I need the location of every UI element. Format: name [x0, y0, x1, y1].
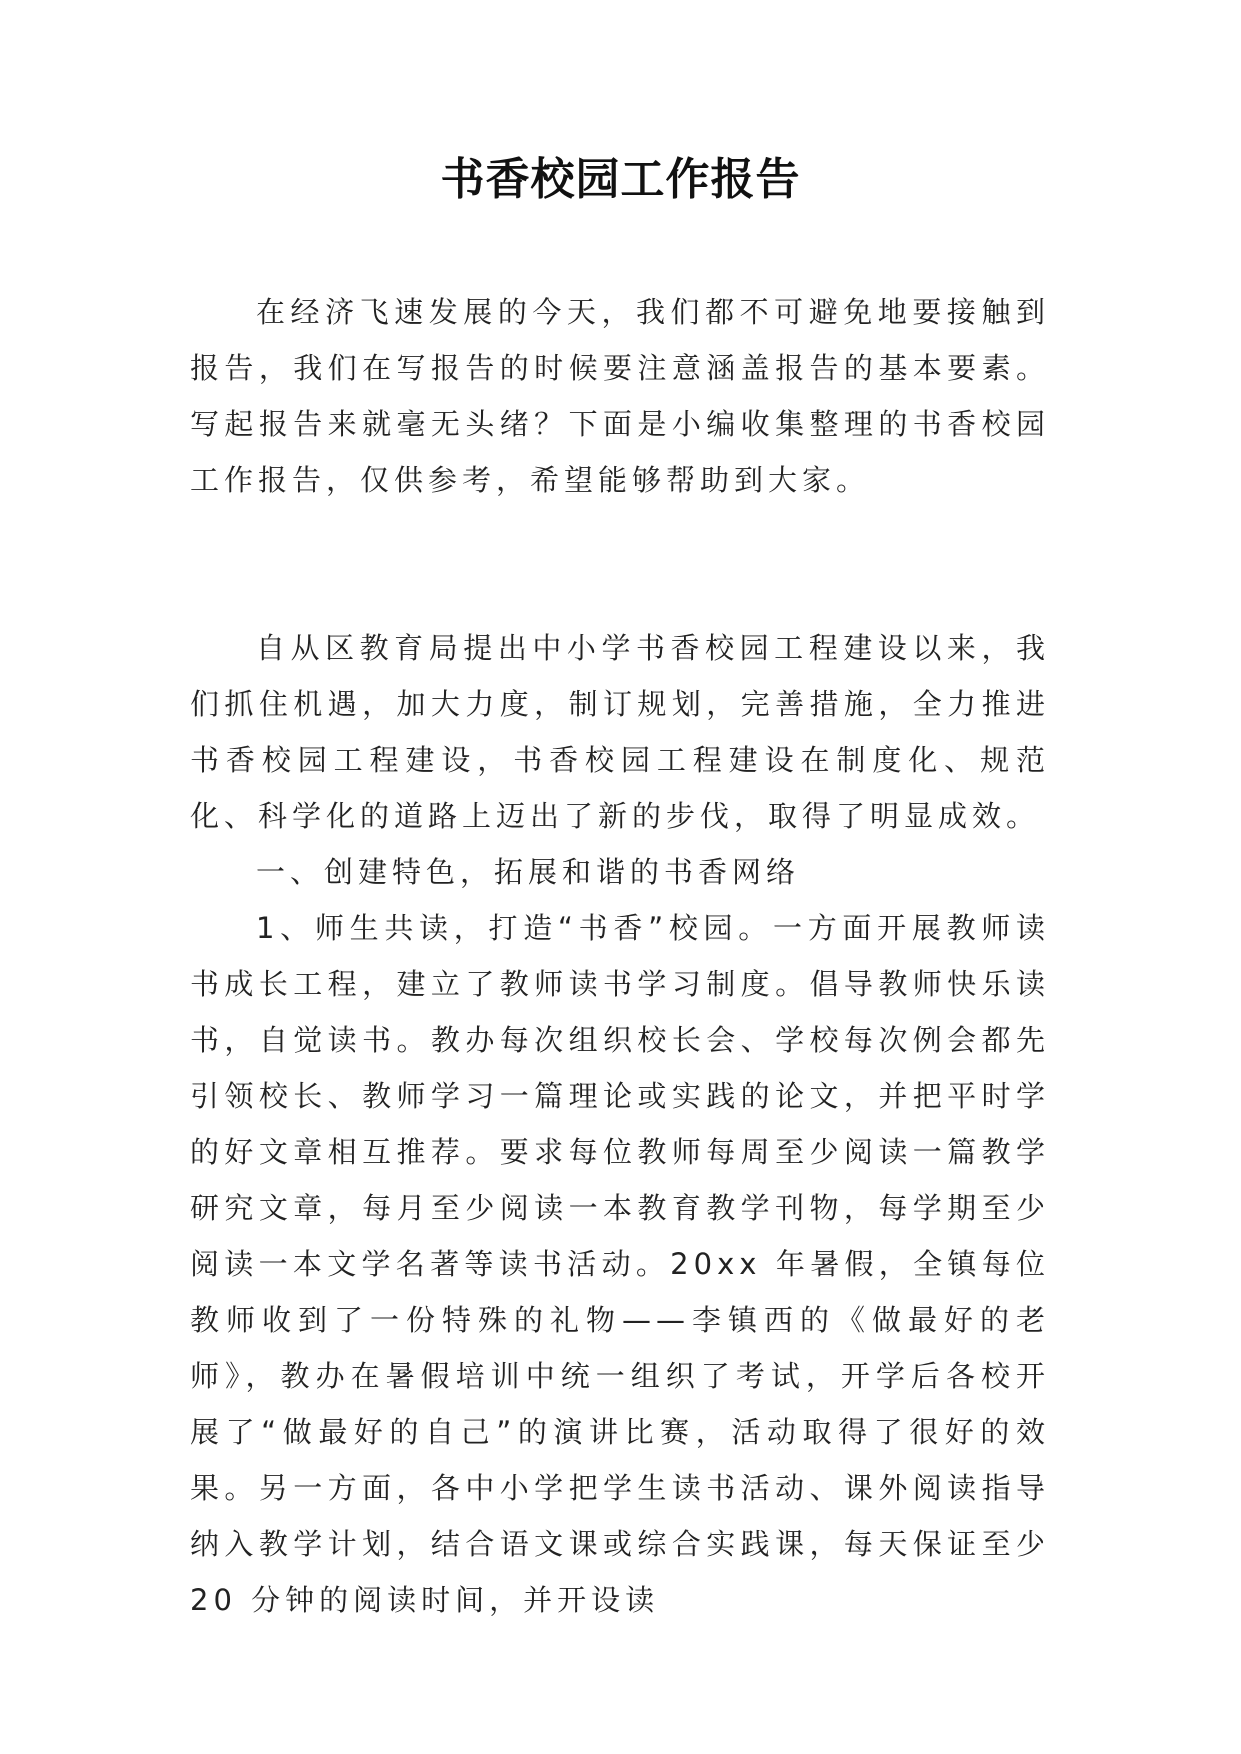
paragraph-gap: [190, 508, 1050, 620]
section-heading: 一、创建特色，拓展和谐的书香网络: [256, 855, 801, 889]
overview-paragraph: 自从区教育局提出中小学书香校园工程建设以来，我们抓住机遇，加大力度，制订规划，完善措施，全力推进书香校园工程建设，书香校园工程建设在制度化、规范化、科学化的道路上迈出了新的步伐，取得了明显成效。: [190, 631, 1050, 833]
section-paragraph: 1、师生共读，打造“书香”校园。一方面开展教师读书成长工程，建立了教师读书学习制度。倡导教师快乐读书，自觉读书。教办每次组织校长会、学校每次例会都先引领校长、教师学习一篇理论或实践的论文，并把平时学的好文章相互推荐。要求每位教师每周至少阅读一篇教学研究文章，每月至少阅读一本教育教学刊物，每学期至少阅读一本文学名著等读书活动。20xx 年暑假，全镇每位教师收到了一份特殊的礼物——李镇西的《做最好的老师》，教办在暑假培训中统一组织了考试，开学后各校开展了“做最好的自己”的演讲比赛，活动取得了很好的效果。另一方面，各中小学把学生读书活动、课外阅读指导纳入教学计划，结合语文课或综合实践课，每天保证至少 20 分钟的阅读时间，并开设读: [190, 911, 1050, 1617]
document-body: [190, 284, 1050, 1628]
document-title: 书香校园工作报告: [440, 154, 801, 205]
intro-paragraph: 在经济飞速发展的今天，我们都不可避免地要接触到报告，我们在写报告的时候要注意涵盖报告的基本要素。写起报告来就毫无头绪？下面是小编收集整理的书香校园工作报告，仅供参考，希望能够帮助到大家。: [190, 295, 1050, 497]
